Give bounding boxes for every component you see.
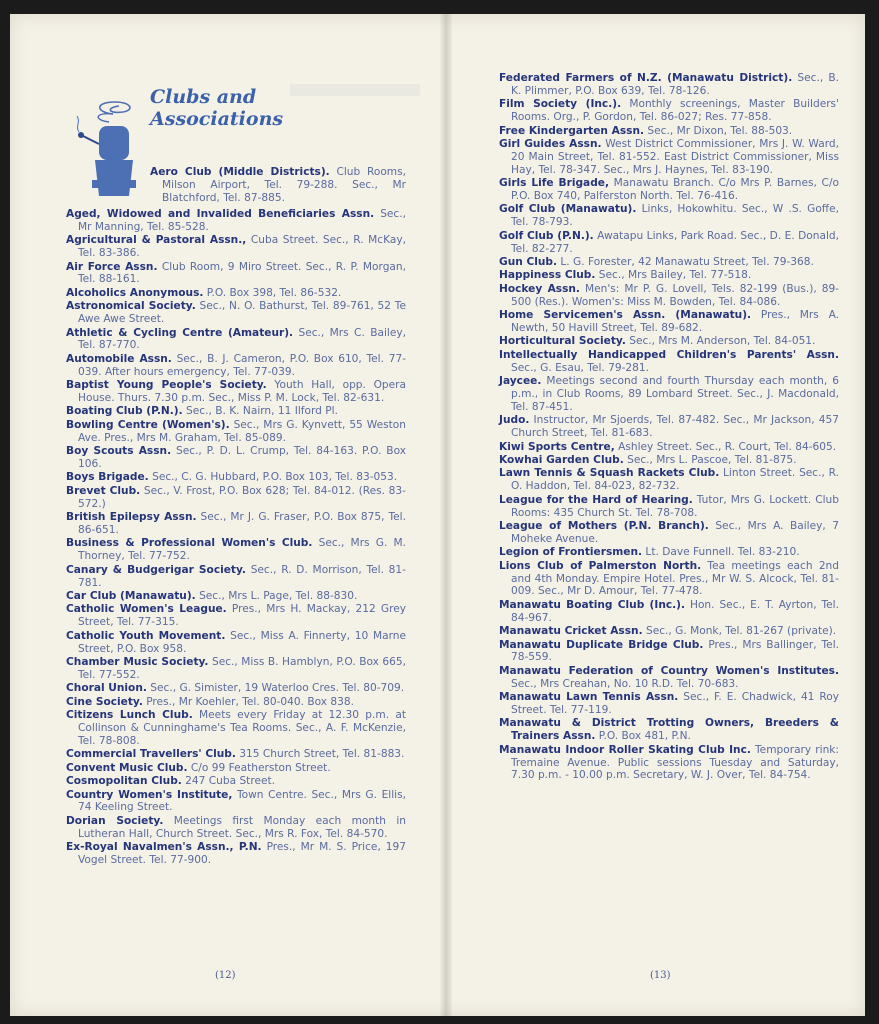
entry-text: C/o 99 Featherston Street. bbox=[190, 761, 331, 774]
entry-name: Manawatu Cricket Assn. bbox=[499, 625, 643, 638]
entry-name: Cine Society. bbox=[66, 695, 143, 708]
entry-text: Sec., R. D. Morrison, Tel. 81-781. bbox=[78, 563, 406, 589]
directory-entry bbox=[66, 564, 406, 590]
entry-name: Kiwi Sports Centre, bbox=[499, 440, 615, 453]
entry-name: Baptist Young People's Society. bbox=[66, 379, 267, 392]
directory-entry bbox=[66, 353, 406, 379]
directory-entry bbox=[499, 309, 839, 335]
entry-name: Aged, Widowed and Invalided Beneficiaries Assn. bbox=[66, 208, 375, 220]
entry-name: Citizens Lunch Club. bbox=[66, 709, 193, 722]
entry-text: Sec., N. O. Bathurst, Tel. 89-761, 52 Te Awe Awe Street. bbox=[78, 300, 406, 326]
entry-text: Cuba Street. Sec., R. McKay, Tel. 83-386. bbox=[78, 234, 407, 260]
entry-name: Gun Club. bbox=[499, 255, 558, 268]
directory-entry bbox=[499, 665, 839, 691]
directory-entry bbox=[66, 775, 406, 788]
directory-entry bbox=[499, 335, 839, 348]
entry-name: Judo. bbox=[499, 414, 530, 427]
directory-entry bbox=[150, 166, 406, 205]
entry-name: League of Mothers (P.N. Branch). bbox=[499, 519, 709, 532]
directory-entry bbox=[66, 287, 406, 300]
first-entry-block bbox=[150, 166, 406, 205]
entry-text: Sec., B. J. Cameron, P.O. Box 610, Tel. 77-039. After hours emergency, Tel. 77-039. bbox=[78, 352, 407, 378]
directory-entry bbox=[499, 625, 839, 638]
entry-text: Meetings second and fourth Thursday each month, 6 p.m., in Club Rooms, 89 Lombard Street. Sec., J. Macdonald, Tel. 87-451. bbox=[511, 375, 839, 413]
directory-entry bbox=[66, 234, 406, 260]
page-heading bbox=[150, 86, 283, 130]
entry-name: Manawatu Federation of Country Women's Institutes. bbox=[499, 664, 839, 677]
entry-text: P.O. Box 481, P.N. bbox=[598, 730, 691, 743]
entry-name: Ex-Royal Navalmen's Assn., P.N. bbox=[66, 841, 262, 854]
entry-text: Sec., Mrs M. Anderson, Tel. 84-051. bbox=[629, 335, 816, 348]
entry-text: Sec., Mrs G. M. Thorney, Tel. 77-752. bbox=[78, 537, 406, 563]
entry-text: Club Room, 9 Miro Street. Sec., R. P. Morgan, Tel. 88-161. bbox=[78, 260, 406, 286]
entry-name: Boy Scouts Assn. bbox=[66, 445, 172, 458]
entry-name: Happiness Club. bbox=[499, 269, 596, 282]
directory-entry bbox=[499, 546, 839, 559]
directory-entry bbox=[66, 537, 406, 563]
entry-name: Horticultural Society. bbox=[499, 335, 626, 348]
entry-name: Athletic & Cycling Centre (Amateur). bbox=[66, 326, 294, 339]
entry-text: P.O. Box 398, Tel. 86-532. bbox=[206, 286, 342, 299]
entry-name: Business & Professional Women's Club. bbox=[66, 537, 313, 550]
entry-name: Jaycee. bbox=[499, 375, 542, 388]
entry-text: Sec., Mrs A. Bailey, 7 Moheke Avenue. bbox=[511, 519, 839, 545]
entry-name: Air Force Assn. bbox=[66, 260, 158, 273]
entry-text: Sec., Mr Manning, Tel. 85-528. bbox=[78, 208, 406, 233]
entry-name: Dorian Society. bbox=[66, 814, 164, 827]
directory-entry bbox=[66, 405, 406, 418]
entry-name: Automobile Assn. bbox=[66, 352, 172, 365]
entry-name: Free Kindergarten Assn. bbox=[499, 124, 645, 137]
entry-text: 247 Cuba Street. bbox=[185, 775, 276, 788]
entry-name: Canary & Budgerigar Society. bbox=[66, 563, 246, 576]
entry-name: Lawn Tennis & Squash Rackets Club. bbox=[499, 467, 720, 480]
entry-name: Astronomical Society. bbox=[66, 300, 196, 313]
entry-text: Sec., C. G. Hubbard, P.O. Box 103, Tel. 83-053. bbox=[152, 471, 398, 484]
entry-name: Hockey Assn. bbox=[499, 282, 580, 295]
entry-name: Film Society (Inc.). bbox=[499, 98, 622, 111]
directory-entry bbox=[499, 467, 839, 493]
entry-name: Alcoholics Anonymous. bbox=[66, 286, 204, 299]
entry-name: Lions Club of Palmerston North. bbox=[499, 559, 702, 572]
entry-text: Men's: Mr P. G. Lovell, Tels. 82-199 (Bus.), 89-500 (Res.). Women's: Miss M. Bowden, Tel. 84-086. bbox=[511, 282, 840, 308]
entry-name: Manawatu Boating Club (Inc.). bbox=[499, 598, 686, 611]
directory-entry bbox=[499, 375, 839, 414]
heading-line-2: Associations bbox=[150, 108, 284, 130]
directory-entry bbox=[499, 256, 839, 269]
directory-entry bbox=[66, 300, 406, 326]
entry-text: Hon. Sec., E. T. Ayrton, Tel. 84-967. bbox=[511, 598, 839, 624]
show-through bbox=[290, 84, 420, 96]
entry-name: Legion of Frontiersmen. bbox=[499, 546, 643, 559]
entry-name: Choral Union. bbox=[66, 682, 147, 695]
directory-entry bbox=[499, 414, 839, 440]
entry-name: Bowling Centre (Women's). bbox=[66, 418, 230, 431]
entry-text: Sec., V. Frost, P.O. Box 628; Tel. 84-012. (Res. 83-572.) bbox=[78, 484, 406, 510]
directory-entry bbox=[66, 709, 406, 748]
directory-entry bbox=[499, 599, 839, 625]
entry-text: Town Centre. Sec., Mrs G. Ellis, 74 Keeling Street. bbox=[78, 788, 406, 814]
directory-entry bbox=[499, 441, 839, 454]
left-page bbox=[10, 14, 440, 1016]
page-number-right: (13) bbox=[650, 970, 671, 981]
entry-text: Meetings first Monday each month in Lutheran Hall, Church Street. Sec., Mrs R. Fox, Tel. 84-570. bbox=[78, 814, 406, 840]
entry-text: Sec., Mrs L. Page, Tel. 88-830. bbox=[199, 589, 358, 602]
entry-text: West District Commissioner, Mrs J. W. Ward, 20 Main Street, Tel. 81-552. East District Commissioner, Miss Hay, Tel. 78-347. Sec., Mrs J. Haynes, Tel. 83-190. bbox=[511, 138, 839, 176]
entry-text: Ashley Street. Sec., R. Court, Tel. 84-605. bbox=[618, 440, 837, 453]
entry-text: Sec., Miss B. Hamblyn, P.O. Box 665, Tel. 77-552. bbox=[78, 655, 406, 681]
directory-entry bbox=[499, 349, 839, 375]
directory-entry bbox=[499, 744, 839, 783]
entry-text: Sec., Mr Dixon, Tel. 88-503. bbox=[647, 124, 793, 137]
entry-text: Sec., Mrs Creahan, No. 10 R.D. Tel. 70-683. bbox=[511, 677, 739, 690]
entry-text: Sec., B. K. Nairn, 11 Ilford Pl. bbox=[186, 405, 338, 418]
entry-text: Youth Hall, opp. Opera House. Thurs. 7.30 p.m. Sec., Miss P. M. Lock, Tel. 82-631. bbox=[78, 379, 407, 404]
entry-text: Lt. Dave Funnell. Tel. 83-210. bbox=[645, 546, 800, 559]
entry-name: Girls Life Brigade, bbox=[499, 177, 609, 190]
entry-name: Manawatu Lawn Tennis Assn. bbox=[499, 691, 679, 704]
entry-name: Catholic Women's League. bbox=[66, 603, 227, 616]
chef-pipe-icon bbox=[65, 94, 147, 204]
directory-entry bbox=[66, 603, 406, 629]
directory-entry bbox=[66, 419, 406, 445]
entry-name: League for the Hard of Hearing. bbox=[499, 493, 693, 506]
directory-entry bbox=[66, 841, 406, 867]
entry-name: Manawatu & District Trotting Owners, Breeders & Trainers Assn. bbox=[499, 717, 839, 743]
directory-entry bbox=[499, 98, 839, 124]
entry-text: Sec., P. D. L. Crump, Tel. 84-163. P.O. Box 106. bbox=[78, 445, 406, 470]
directory-entry bbox=[499, 560, 839, 599]
entry-name: Intellectually Handicapped Children's Parents' Assn. bbox=[499, 348, 839, 361]
directory-entry bbox=[66, 379, 406, 405]
directory-entry bbox=[499, 520, 839, 546]
entry-text: Tutor, Mrs G. Lockett. Club Rooms: 435 Church St. Tel. 78-708. bbox=[511, 493, 839, 519]
entry-text: Sec., B. K. Plimmer, P.O. Box 639, Tel. 78-126. bbox=[511, 72, 839, 97]
entry-text: Links, Hokowhitu. Sec., W .S. Goffe, Tel. 78-793. bbox=[511, 203, 839, 229]
entry-name: Manawatu Duplicate Bridge Club. bbox=[499, 638, 704, 651]
directory-entry bbox=[66, 511, 406, 537]
entry-name: Boys Brigade. bbox=[66, 471, 149, 484]
entry-text: Manawatu Branch. C/o Mrs P. Barnes, C/o P.O. Box 740, Palferston North. Tel. 76-416. bbox=[511, 177, 839, 202]
left-column bbox=[66, 208, 406, 867]
directory-entry bbox=[499, 717, 839, 743]
entry-text: Pres., Mrs H. Mackay, 212 Grey Street, Tel. 77-315. bbox=[78, 603, 407, 629]
entry-text: Linton Street. Sec., R. O. Haddon, Tel. 84-023, 82-732. bbox=[511, 467, 840, 493]
directory-entry bbox=[66, 656, 406, 682]
right-page bbox=[452, 14, 865, 1016]
book-spread bbox=[10, 14, 865, 1016]
entry-text: 315 Church Street, Tel. 81-883. bbox=[239, 748, 405, 761]
entry-text: Sec., Mrs L. Pascoe, Tel. 81-875. bbox=[627, 453, 797, 466]
entry-text: Sec., G. Monk, Tel. 81-267 (private). bbox=[645, 625, 837, 638]
directory-entry bbox=[499, 494, 839, 520]
directory-entry bbox=[499, 138, 839, 177]
directory-entry bbox=[66, 748, 406, 761]
book-gutter bbox=[440, 14, 452, 1016]
entry-text: Pres., Mrs Ballinger, Tel. 78-559. bbox=[511, 638, 840, 664]
entry-name: Cosmopolitan Club. bbox=[66, 775, 182, 788]
entry-name: Catholic Youth Movement. bbox=[66, 629, 226, 642]
entry-name: Girl Guides Assn. bbox=[499, 138, 602, 150]
heading-line-1: Clubs and bbox=[150, 86, 257, 108]
directory-entry bbox=[66, 327, 406, 353]
directory-entry bbox=[66, 261, 406, 287]
directory-entry bbox=[66, 789, 406, 815]
entry-name: Convent Music Club. bbox=[66, 761, 188, 774]
directory-entry bbox=[499, 230, 839, 256]
entry-text: Pres., Mr Koehler, Tel. 80-040. Box 838. bbox=[146, 695, 355, 708]
entry-text: Instructor, Mr Sjoerds, Tel. 87-482. Sec., Mr Jackson, 457 Church Street, Tel. 81-683. bbox=[511, 414, 839, 440]
directory-entry bbox=[499, 269, 839, 282]
entry-name: Boating Club (P.N.). bbox=[66, 405, 183, 418]
directory-entry bbox=[66, 590, 406, 603]
entry-text: Awatapu Links, Park Road. Sec., D. E. Donald, Tel. 82-277. bbox=[511, 229, 840, 255]
directory-entry bbox=[66, 208, 406, 234]
entry-text: Sec., G. Simister, 19 Waterloo Cres. Tel. 80-709. bbox=[150, 682, 405, 695]
directory-entry bbox=[66, 762, 406, 775]
directory-entry bbox=[66, 696, 406, 709]
entry-text: Pres., Mrs A. Newth, 50 Havill Street, Tel. 89-682. bbox=[511, 309, 839, 334]
entry-name: Kowhai Garden Club. bbox=[499, 453, 624, 466]
entry-text: Sec., Mrs C. Bailey, Tel. 87-770. bbox=[78, 326, 406, 352]
entry-name: Brevet Club. bbox=[66, 484, 141, 497]
directory-entry bbox=[66, 485, 406, 511]
directory-entry bbox=[499, 454, 839, 467]
entry-text: Sec., F. E. Chadwick, 41 Roy Street. Tel. 77-119. bbox=[511, 691, 839, 716]
entry-text: Monthly screenings, Master Builders' Rooms. Org., P. Gordon, Tel. 86-027; Res. 77-858. bbox=[511, 98, 839, 124]
directory-entry bbox=[499, 283, 839, 309]
directory-entry bbox=[66, 445, 406, 471]
entry-text: Tea meetings each 2nd and 4th Monday. Empire Hotel. Pres., Mr W. S. Alcock, Tel. 81-009. Sec., Mr D. Amour, Tel. 77-478. bbox=[511, 559, 839, 598]
entry-text: Sec., Mr J. G. Fraser, P.O. Box 875, Tel. 86-651. bbox=[78, 511, 406, 536]
entry-name: Home Servicemen's Assn. (Manawatu). bbox=[499, 309, 752, 322]
directory-entry bbox=[66, 471, 406, 484]
entry-text: Club Rooms, Milson Airport, Tel. 79-288. Sec., Mr Blatchford, Tel. 87-885. bbox=[162, 166, 407, 204]
entry-name: Golf Club (Manawatu). bbox=[499, 203, 637, 216]
directory-entry bbox=[499, 72, 839, 98]
entry-name: Manawatu Indoor Roller Skating Club Inc. bbox=[499, 743, 751, 756]
right-column bbox=[499, 72, 839, 783]
entry-name: British Epilepsy Assn. bbox=[66, 511, 197, 524]
entry-name: Agricultural & Pastoral Assn., bbox=[66, 234, 247, 247]
entry-name: Country Women's Institute, bbox=[66, 788, 233, 801]
entry-text: Sec., G. Esau, Tel. 79-281. bbox=[511, 361, 650, 374]
entry-name: Car Club (Manawatu). bbox=[66, 589, 196, 602]
entry-name: Chamber Music Society. bbox=[66, 655, 209, 668]
directory-entry bbox=[499, 177, 839, 203]
directory-entry bbox=[66, 630, 406, 656]
entry-name: Golf Club (P.N.). bbox=[499, 229, 594, 242]
directory-entry bbox=[499, 639, 839, 665]
entry-name: Aero Club (Middle Districts). bbox=[150, 166, 330, 178]
directory-entry bbox=[499, 691, 839, 717]
entry-text: Meets every Friday at 12.30 p.m. at Collinson & Cunninghame's Tea Rooms. Sec., A. F. McKenzie, Tel. 78-808. bbox=[78, 709, 406, 747]
entry-name: Commercial Travellers' Club. bbox=[66, 748, 236, 761]
entry-text: L. G. Forester, 42 Manawatu Street, Tel. 79-368. bbox=[560, 255, 814, 268]
entry-name: Federated Farmers of N.Z. (Manawatu District). bbox=[499, 72, 793, 84]
page-number-left: (12) bbox=[215, 970, 236, 981]
entry-text: Sec., Mrs Bailey, Tel. 77-518. bbox=[598, 269, 752, 282]
entry-text: Pres., Mr M. S. Price, 197 Vogel Street. Tel. 77-900. bbox=[78, 841, 406, 866]
directory-entry bbox=[66, 815, 406, 841]
entry-text: Sec., Mrs G. Kynvett, 55 Weston Ave. Pres., Mrs M. Graham, Tel. 85-089. bbox=[78, 418, 406, 444]
entry-text: Sec., Miss A. Finnerty, 10 Marne Street, P.O. Box 958. bbox=[78, 629, 407, 655]
directory-entry bbox=[499, 125, 839, 138]
directory-entry bbox=[499, 203, 839, 229]
entry-text: Temporary rink: Tremaine Avenue. Public sessions Tuesday and Saturday, 7.30 p.m. - 10.00 p.m. Secretary, W. J. Over, Tel. 84-754. bbox=[511, 743, 839, 782]
directory-entry bbox=[66, 682, 406, 695]
